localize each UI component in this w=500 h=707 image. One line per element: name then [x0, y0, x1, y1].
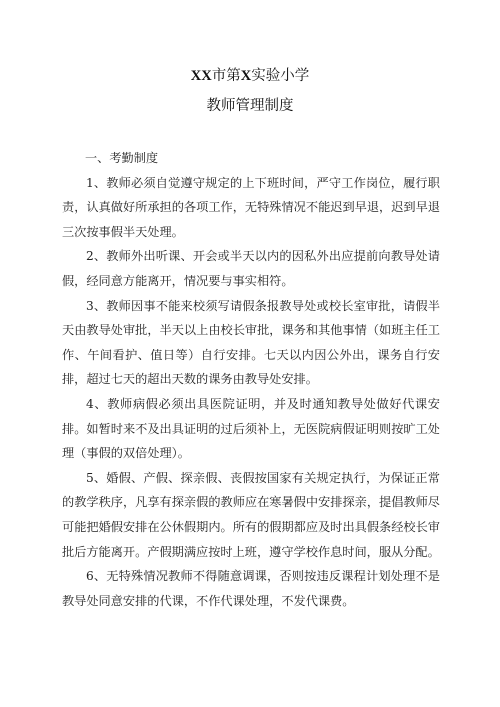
title-part-school: 实验小学: [251, 68, 310, 84]
paragraph-5: 5、婚假、产假、探亲假、丧假按国家有关规定执行，为保证正常的教学秩序，凡享有探亲假的教师应在寒暑假中安排探亲，提倡教师尽可能把婚假安排在公休假期内。所有的假期都应及时出具假条经校长审批后方能离开。产假期满应按时上班，遵守学校作息时间，服从分配。: [62, 470, 440, 559]
title-prefix: XX: [190, 68, 212, 84]
document-subtitle: 教师管理制度: [206, 98, 294, 114]
title-part-city: 市第: [211, 68, 241, 84]
document-title: [0, 66, 500, 86]
title-number: X: [240, 68, 252, 84]
section-heading: 一、考勤制度: [85, 151, 159, 165]
paragraph-3: 3、教师因事不能来校须写请假条报教导处或校长室审批，请假半天由教导处审批，半天以上由校长审批，课务和其他事情（如班主任工作、午间看护、值日等）自行安排。七天以内因公外出，课务自行安排，超过七天的超出天数的课务由教导处安排。: [62, 298, 440, 387]
paragraph-4: 4、教师病假必须出具医院证明，并及时通知教导处做好代课安排。如暂时来不及出具证明的过后须补上，无医院病假证明则按旷工处理（事假的双倍处理）。: [62, 396, 440, 461]
document-body: [62, 146, 440, 613]
paragraph-6: 6、无特殊情况教师不得随意调课，否则按违反课程计划处理不是教导处同意安排的代课，不作代课处理，不发代课费。: [62, 569, 440, 608]
paragraph-1: 1、教师必须自觉遵守规定的上下班时间，严守工作岗位，履行职责，认真做好所承担的各项工作，无特殊情况不能迟到早退，迟到早退三次按事假半天处理。: [62, 175, 440, 239]
paragraph-2: 2、教师外出听课、开会或半天以内的因私外出应提前向教导处请假，经同意方能离开，情况要与事实相符。: [62, 249, 440, 288]
